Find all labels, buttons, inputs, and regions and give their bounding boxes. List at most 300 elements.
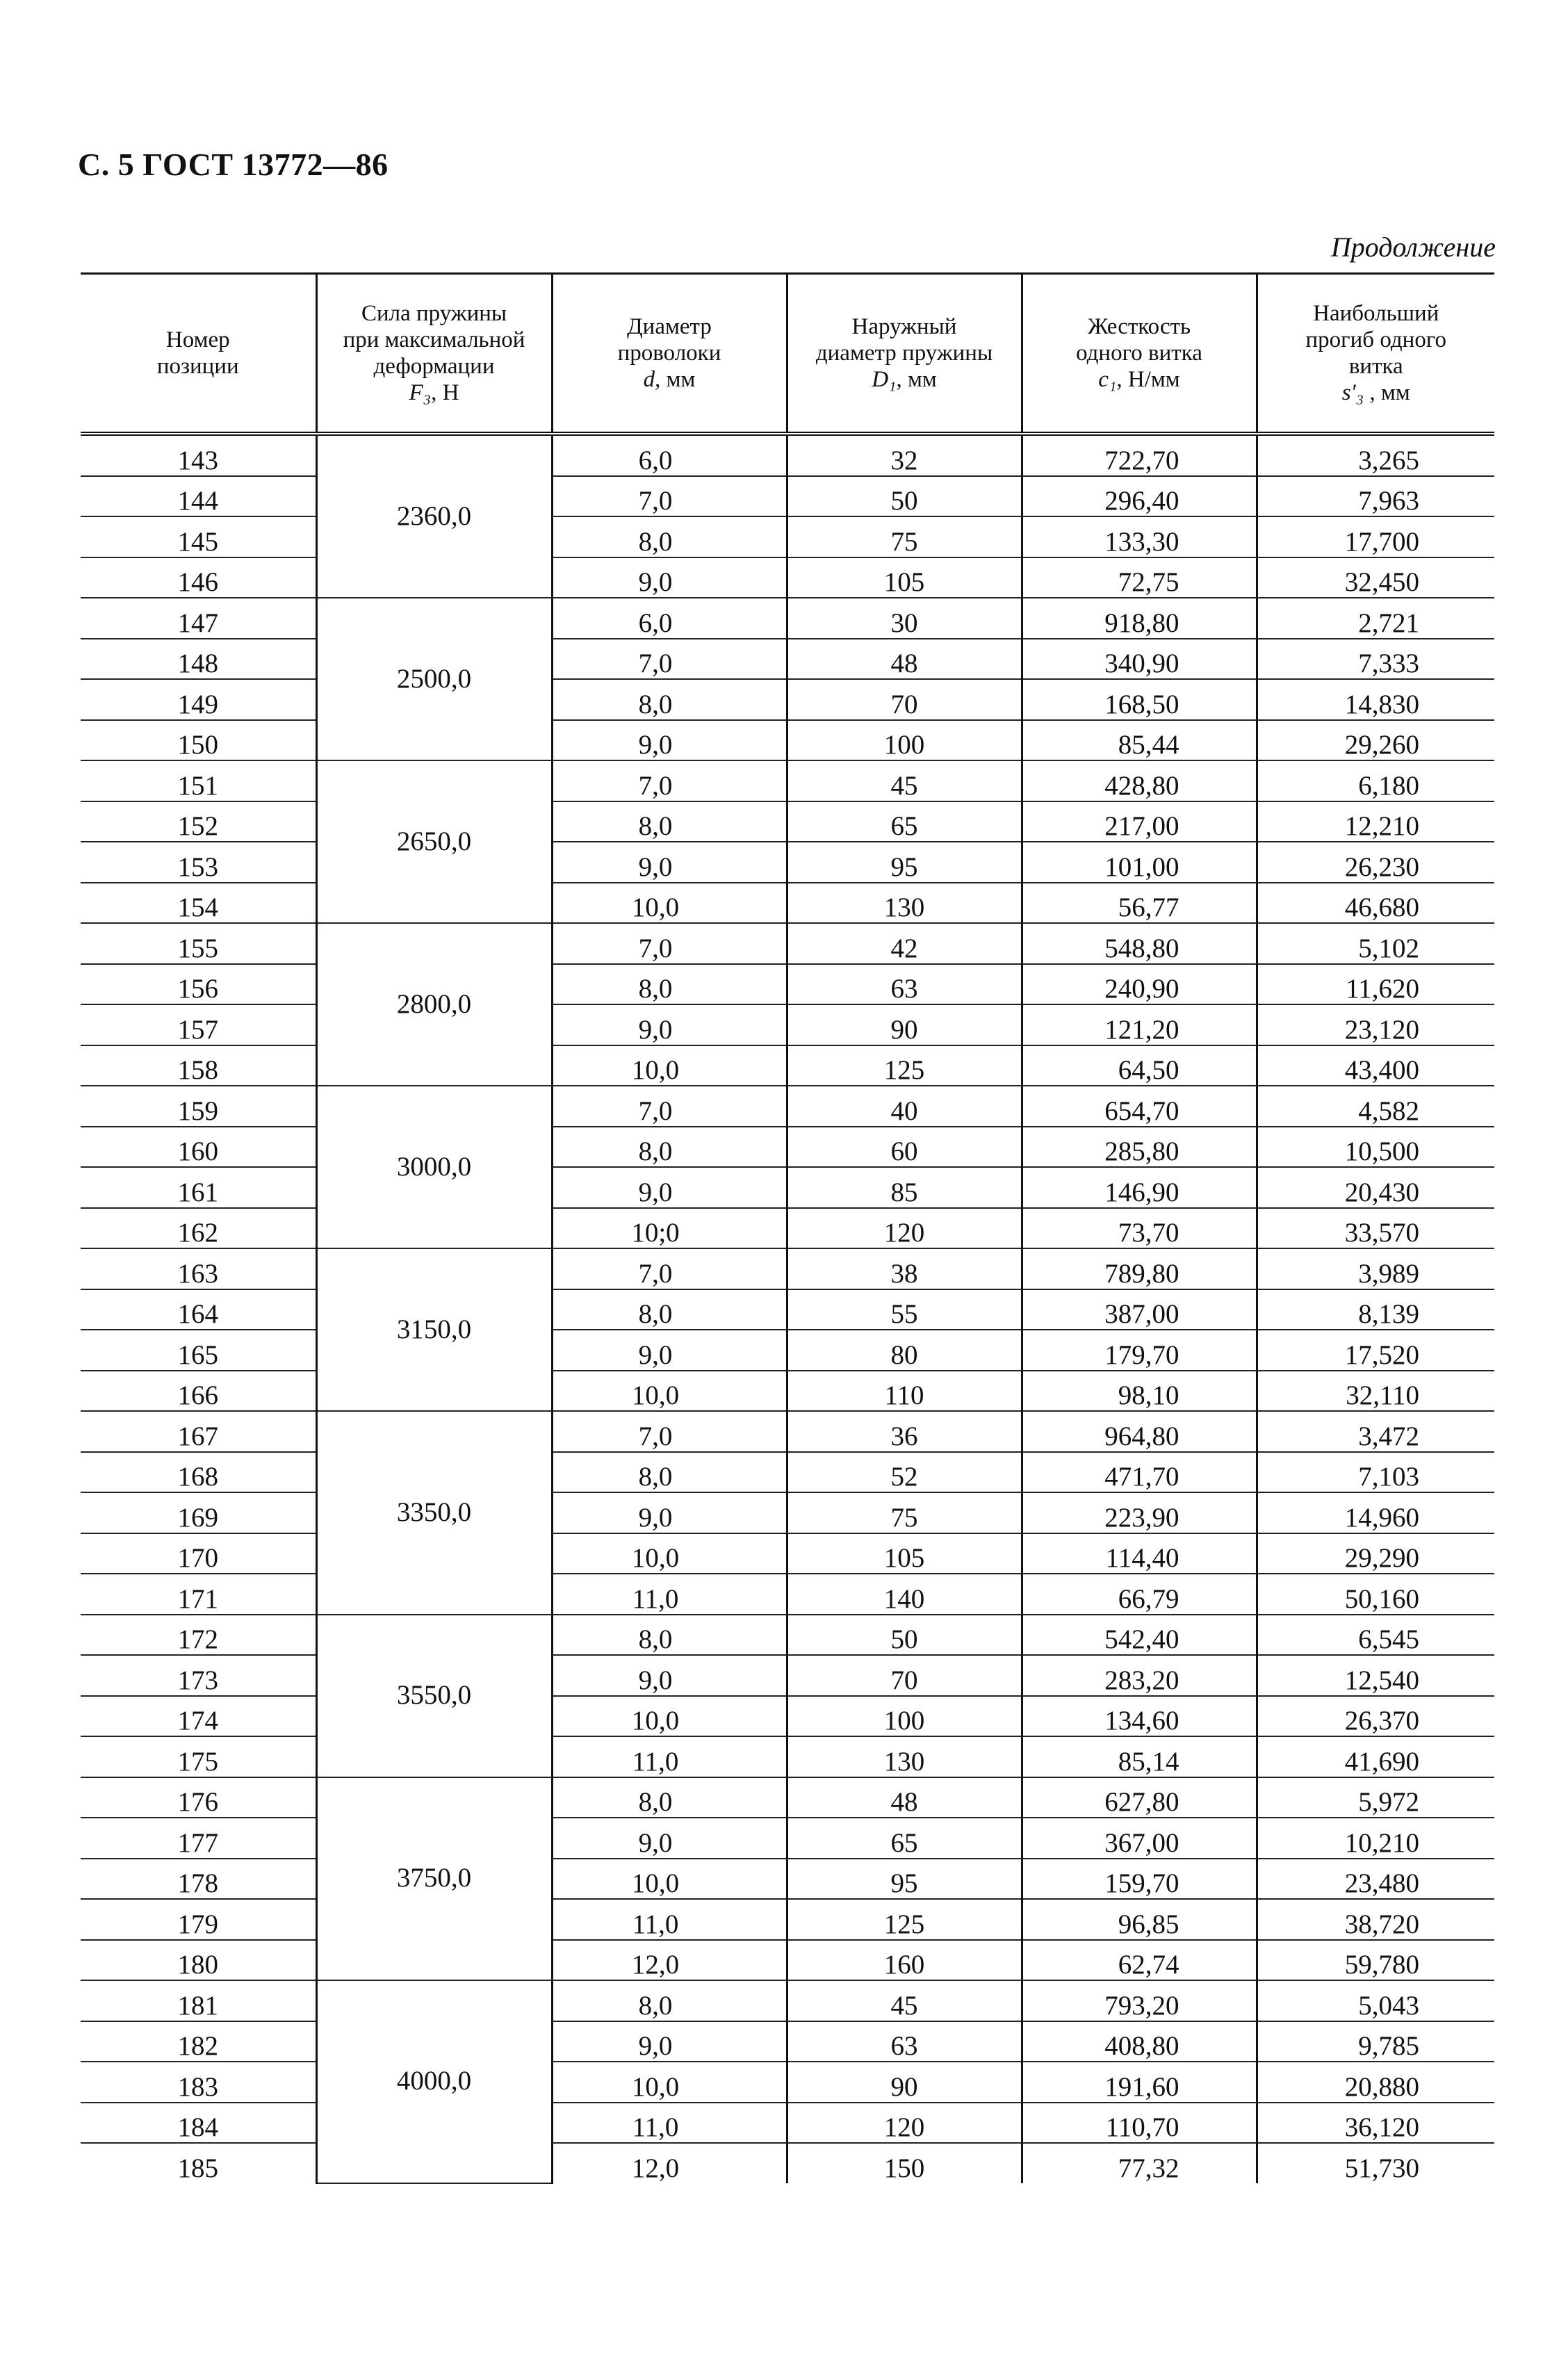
- coil-deflection-cell: 4,582: [1257, 1086, 1494, 1127]
- outer-diameter-cell: 110: [787, 1371, 1022, 1412]
- coil-deflection-cell: 9,785: [1257, 2021, 1494, 2062]
- outer-diameter-cell: 52: [787, 1452, 1022, 1493]
- outer-diameter-cell: 90: [787, 2062, 1022, 2103]
- header-symbol: c₁: [1098, 367, 1117, 392]
- position-number-cell: 146: [81, 557, 316, 598]
- coil-stiffness-cell: 285,80: [1022, 1127, 1257, 1168]
- coil-stiffness-cell: 964,80: [1022, 1411, 1257, 1452]
- coil-deflection-cell: 5,972: [1257, 1777, 1494, 1818]
- header-line: Наибольший: [1313, 301, 1439, 326]
- table-row: [81, 1818, 1494, 1859]
- outer-diameter-cell: 55: [787, 1289, 1022, 1330]
- outer-diameter-cell: 63: [787, 2021, 1022, 2062]
- coil-stiffness-cell: 96,85: [1022, 1899, 1257, 1940]
- header-unit: , Н/мм: [1116, 367, 1180, 392]
- wire-diameter-cell: 10;0: [552, 1208, 787, 1249]
- outer-diameter-cell: 32: [787, 434, 1022, 476]
- wire-diameter-cell: 6,0: [552, 434, 787, 476]
- wire-diameter-cell: 10,0: [552, 1045, 787, 1086]
- continuation-label: Продолжение: [1330, 231, 1496, 263]
- header-line: Наружный: [851, 314, 957, 339]
- coil-deflection-cell: 3,472: [1257, 1411, 1494, 1452]
- wire-diameter-cell: 9,0: [552, 1004, 787, 1045]
- outer-diameter-cell: 30: [787, 598, 1022, 639]
- table-row: [81, 1492, 1494, 1533]
- spring-force-cell: 4000,0: [316, 1980, 552, 2183]
- wire-diameter-cell: 9,0: [552, 1167, 787, 1208]
- table-row: [81, 801, 1494, 842]
- header-line: Сила пружины: [361, 301, 507, 326]
- position-number-cell: 149: [81, 679, 316, 720]
- coil-stiffness-cell: 77,32: [1022, 2143, 1257, 2183]
- wire-diameter-cell: 7,0: [552, 1086, 787, 1127]
- table-row: [81, 2062, 1494, 2103]
- outer-diameter-cell: 63: [787, 964, 1022, 1005]
- position-number-cell: 144: [81, 476, 316, 517]
- position-number-cell: 155: [81, 923, 316, 964]
- outer-diameter-cell: 105: [787, 1533, 1022, 1574]
- coil-deflection-cell: 10,210: [1257, 1818, 1494, 1859]
- header-line: проволоки: [617, 341, 721, 366]
- wire-diameter-cell: 8,0: [552, 1980, 787, 2021]
- position-number-cell: 179: [81, 1899, 316, 1940]
- wire-diameter-cell: 8,0: [552, 1452, 787, 1493]
- outer-diameter-cell: 70: [787, 679, 1022, 720]
- table-row: [81, 1127, 1494, 1168]
- wire-diameter-cell: 7,0: [552, 1248, 787, 1289]
- table-row: [81, 760, 1494, 801]
- coil-stiffness-cell: 98,10: [1022, 1371, 1257, 1412]
- coil-stiffness-cell: 654,70: [1022, 1086, 1257, 1127]
- coil-stiffness-cell: 548,80: [1022, 923, 1257, 964]
- outer-diameter-cell: 42: [787, 923, 1022, 964]
- wire-diameter-cell: 8,0: [552, 1289, 787, 1330]
- coil-deflection-cell: 5,102: [1257, 923, 1494, 964]
- table-row: [81, 1615, 1494, 1656]
- table-row: [81, 1411, 1494, 1452]
- table-row: [81, 923, 1494, 964]
- position-number-cell: 152: [81, 801, 316, 842]
- outer-diameter-cell: 125: [787, 1045, 1022, 1086]
- position-number-cell: 151: [81, 760, 316, 801]
- position-number-cell: 183: [81, 2062, 316, 2103]
- position-number-cell: 178: [81, 1859, 316, 1900]
- coil-deflection-cell: 3,265: [1257, 434, 1494, 476]
- coil-stiffness-cell: 627,80: [1022, 1777, 1257, 1818]
- coil-deflection-cell: 2,721: [1257, 598, 1494, 639]
- position-number-cell: 161: [81, 1167, 316, 1208]
- coil-deflection-cell: 43,400: [1257, 1045, 1494, 1086]
- table-row: [81, 1248, 1494, 1289]
- header-line: Жесткость: [1087, 314, 1191, 339]
- outer-diameter-cell: 36: [787, 1411, 1022, 1452]
- position-number-cell: 172: [81, 1615, 316, 1656]
- position-number-cell: 180: [81, 1940, 316, 1981]
- coil-stiffness-cell: 62,74: [1022, 1940, 1257, 1981]
- header-unit: , мм: [896, 367, 937, 392]
- coil-deflection-cell: 12,210: [1257, 801, 1494, 842]
- position-number-cell: 166: [81, 1371, 316, 1412]
- wire-diameter-cell: 8,0: [552, 516, 787, 557]
- position-number-cell: 181: [81, 1980, 316, 2021]
- coil-deflection-cell: 32,110: [1257, 1371, 1494, 1412]
- coil-deflection-cell: 23,480: [1257, 1859, 1494, 1900]
- position-number-cell: 165: [81, 1330, 316, 1371]
- table-row: [81, 842, 1494, 883]
- position-number-cell: 153: [81, 842, 316, 883]
- spring-force-cell: 2650,0: [316, 760, 552, 923]
- wire-diameter-cell: 7,0: [552, 1411, 787, 1452]
- coil-deflection-cell: 38,720: [1257, 1899, 1494, 1940]
- wire-diameter-cell: 8,0: [552, 1615, 787, 1656]
- header-coil-deflection: [1257, 274, 1494, 434]
- coil-deflection-cell: 6,545: [1257, 1615, 1494, 1656]
- coil-stiffness-cell: 428,80: [1022, 760, 1257, 801]
- outer-diameter-cell: 125: [787, 1899, 1022, 1940]
- coil-deflection-cell: 10,500: [1257, 1127, 1494, 1168]
- coil-stiffness-cell: 789,80: [1022, 1248, 1257, 1289]
- coil-stiffness-cell: 240,90: [1022, 964, 1257, 1005]
- coil-stiffness-cell: 56,77: [1022, 883, 1257, 924]
- spring-force-cell: 3550,0: [316, 1615, 552, 1777]
- table-row: [81, 1167, 1494, 1208]
- coil-deflection-cell: 26,230: [1257, 842, 1494, 883]
- header-line: витка: [1348, 354, 1403, 379]
- coil-deflection-cell: 17,700: [1257, 516, 1494, 557]
- spring-force-cell: 3150,0: [316, 1248, 552, 1411]
- position-number-cell: 167: [81, 1411, 316, 1452]
- wire-diameter-cell: 10,0: [552, 1859, 787, 1900]
- header-unit: , мм: [1364, 380, 1410, 405]
- outer-diameter-cell: 100: [787, 1696, 1022, 1737]
- coil-deflection-cell: 11,620: [1257, 964, 1494, 1005]
- wire-diameter-cell: 12,0: [631, 2153, 680, 2183]
- table-row: [81, 1208, 1494, 1249]
- header-symbol: D₁: [872, 367, 897, 392]
- table-header-row: [81, 274, 1494, 434]
- coil-deflection-cell: 12,540: [1257, 1655, 1494, 1696]
- outer-diameter-cell: 90: [787, 1004, 1022, 1045]
- wire-diameter-cell: 10,0: [552, 2062, 787, 2103]
- wire-diameter-cell: 9,0: [552, 1818, 787, 1859]
- wire-diameter-cell: 7,0: [552, 760, 787, 801]
- position-number-cell: 147: [81, 598, 316, 639]
- wire-diameter-cell: 11,0: [552, 1736, 787, 1777]
- coil-stiffness-cell: 85,14: [1022, 1736, 1257, 1777]
- outer-diameter-cell: 100: [787, 720, 1022, 761]
- coil-deflection-cell: 29,260: [1257, 720, 1494, 761]
- outer-diameter-cell: 45: [787, 1980, 1022, 2021]
- wire-diameter-cell: 6,0: [552, 598, 787, 639]
- outer-diameter-cell: 120: [787, 1208, 1022, 1249]
- table-row: [81, 2103, 1494, 2144]
- position-number-cell: 177: [81, 1818, 316, 1859]
- outer-diameter-cell: 130: [787, 1736, 1022, 1777]
- wire-diameter-cell: 8,0: [552, 1127, 787, 1168]
- coil-stiffness-cell: 191,60: [1022, 2062, 1257, 2103]
- wire-diameter-cell: 11,0: [552, 2103, 787, 2144]
- wire-diameter-cell: 11,0: [552, 1574, 787, 1615]
- coil-stiffness-cell: 408,80: [1022, 2021, 1257, 2062]
- outer-diameter-cell: 160: [787, 1940, 1022, 1981]
- outer-diameter-cell: 95: [787, 842, 1022, 883]
- position-number-cell: 160: [81, 1127, 316, 1168]
- coil-stiffness-cell: 114,40: [1022, 1533, 1257, 1574]
- page-header: С. 5 ГОСТ 13772—86: [78, 147, 389, 182]
- coil-stiffness-cell: 223,90: [1022, 1492, 1257, 1533]
- table-row: [81, 1574, 1494, 1615]
- outer-diameter-cell: 40: [787, 1086, 1022, 1127]
- table-row: [81, 1777, 1494, 1818]
- coil-deflection-cell: 29,290: [1257, 1533, 1494, 1574]
- spring-force-cell: 2800,0: [316, 923, 552, 1086]
- coil-deflection-cell: 26,370: [1257, 1696, 1494, 1737]
- coil-stiffness-cell: 918,80: [1022, 598, 1257, 639]
- header-coil-stiffness: [1022, 274, 1257, 434]
- wire-diameter-cell: 9,0: [552, 1492, 787, 1533]
- outer-diameter-cell: 75: [787, 1492, 1022, 1533]
- header-unit: , мм: [655, 367, 696, 392]
- coil-deflection-cell: 3,989: [1257, 1248, 1494, 1289]
- coil-stiffness-cell: 722,70: [1022, 434, 1257, 476]
- coil-stiffness-cell: 168,50: [1022, 679, 1257, 720]
- header-line: одного витка: [1076, 341, 1202, 366]
- wire-diameter-cell: 9,0: [552, 2021, 787, 2062]
- position-number-cell: 156: [81, 964, 316, 1005]
- coil-stiffness-cell: 471,70: [1022, 1452, 1257, 1493]
- position-number-cell: 159: [81, 1086, 316, 1127]
- position-number-cell: 174: [81, 1696, 316, 1737]
- position-number-cell: 171: [81, 1574, 316, 1615]
- spring-force-cell: 2360,0: [316, 434, 552, 598]
- coil-stiffness-cell: 134,60: [1022, 1696, 1257, 1737]
- coil-stiffness-cell: 146,90: [1022, 1167, 1257, 1208]
- outer-diameter-cell: 65: [787, 1818, 1022, 1859]
- table-row: [81, 516, 1494, 557]
- coil-deflection-cell: 51,730: [1257, 2143, 1494, 2183]
- header-symbol: d: [643, 367, 655, 392]
- coil-stiffness-cell: 793,20: [1022, 1980, 1257, 2021]
- coil-stiffness-cell: 85,44: [1022, 720, 1257, 761]
- coil-stiffness-cell: 133,30: [1022, 516, 1257, 557]
- table-row: [81, 883, 1494, 924]
- outer-diameter-cell: 85: [787, 1167, 1022, 1208]
- table-row: [81, 1980, 1494, 2021]
- outer-diameter-cell: 60: [787, 1127, 1022, 1168]
- position-number-cell: 154: [81, 883, 316, 924]
- coil-stiffness-cell: 121,20: [1022, 1004, 1257, 1045]
- table-row: [81, 964, 1494, 1005]
- table-row: [81, 1655, 1494, 1696]
- table-row: [81, 557, 1494, 598]
- wire-diameter-cell: 8,0: [552, 1777, 787, 1818]
- spring-force-cell: 3000,0: [316, 1086, 552, 1248]
- outer-diameter-cell: 65: [787, 801, 1022, 842]
- coil-deflection-cell: 46,680: [1257, 883, 1494, 924]
- wire-diameter-cell: 10,0: [552, 1696, 787, 1737]
- wire-diameter-cell: 7,0: [552, 923, 787, 964]
- spring-parameters-table: [81, 272, 1494, 2184]
- table-row: [81, 2021, 1494, 2062]
- position-number-cell: 182: [81, 2021, 316, 2062]
- table-row: [81, 1452, 1494, 1493]
- position-number-cell: 173: [81, 1655, 316, 1696]
- coil-deflection-cell: 32,450: [1257, 557, 1494, 598]
- table-row: [81, 1859, 1494, 1900]
- wire-diameter-cell: 8,0: [552, 964, 787, 1005]
- position-number-cell: 164: [81, 1289, 316, 1330]
- table-row: [81, 1330, 1494, 1371]
- outer-diameter-cell: 130: [787, 883, 1022, 924]
- coil-deflection-cell: 33,570: [1257, 1208, 1494, 1249]
- coil-deflection-cell: 20,430: [1257, 1167, 1494, 1208]
- position-number-cell: 162: [81, 1208, 316, 1249]
- coil-deflection-cell: 50,160: [1257, 1574, 1494, 1615]
- wire-diameter-cell: 11,0: [552, 1899, 787, 1940]
- table-row: [81, 1533, 1494, 1574]
- coil-stiffness-cell: 159,70: [1022, 1859, 1257, 1900]
- header-wire-diameter: [552, 274, 787, 434]
- table-row: [81, 476, 1494, 517]
- coil-deflection-cell: 23,120: [1257, 1004, 1494, 1045]
- coil-stiffness-cell: 73,70: [1022, 1208, 1257, 1249]
- coil-stiffness-cell: 367,00: [1022, 1818, 1257, 1859]
- header-spring-force: [316, 274, 552, 434]
- position-number-cell: 158: [81, 1045, 316, 1086]
- table-row: [81, 598, 1494, 639]
- coil-deflection-cell: 7,333: [1257, 639, 1494, 680]
- table-row: [81, 1289, 1494, 1330]
- position-number-cell: 148: [81, 639, 316, 680]
- header-line: прогиб одного: [1305, 327, 1447, 352]
- coil-deflection-cell: 17,520: [1257, 1330, 1494, 1371]
- outer-diameter-cell: 45: [787, 760, 1022, 801]
- wire-diameter-cell: 9,0: [552, 1330, 787, 1371]
- coil-stiffness-cell: 179,70: [1022, 1330, 1257, 1371]
- position-number-cell: 163: [81, 1248, 316, 1289]
- position-number-cell: 168: [81, 1452, 316, 1493]
- coil-stiffness-cell: 296,40: [1022, 476, 1257, 517]
- wire-diameter-cell: 9,0: [552, 1655, 787, 1696]
- table-row: [81, 1004, 1494, 1045]
- header-position-number: [81, 274, 316, 434]
- position-number-cell: 175: [81, 1736, 316, 1777]
- coil-stiffness-cell: 66,79: [1022, 1574, 1257, 1615]
- coil-stiffness-cell: 72,75: [1022, 557, 1257, 598]
- header-outer-diameter: [787, 274, 1022, 434]
- position-number-cell: 157: [81, 1004, 316, 1045]
- table-row: [81, 1940, 1494, 1981]
- wire-diameter-cell: 10,0: [552, 883, 787, 924]
- header-line: позиции: [156, 354, 239, 379]
- header-line: диаметр пружины: [815, 341, 993, 366]
- table-row: [81, 720, 1494, 761]
- coil-stiffness-cell: 110,70: [1022, 2103, 1257, 2144]
- coil-deflection-cell: 7,103: [1257, 1452, 1494, 1493]
- coil-deflection-cell: 14,830: [1257, 679, 1494, 720]
- table-row: [81, 1899, 1494, 1940]
- coil-deflection-cell: 14,960: [1257, 1492, 1494, 1533]
- coil-deflection-cell: 59,780: [1257, 1940, 1494, 1981]
- coil-stiffness-cell: 283,20: [1022, 1655, 1257, 1696]
- position-number-cell: 176: [81, 1777, 316, 1818]
- outer-diameter-cell: 48: [787, 639, 1022, 680]
- table-row: [81, 1696, 1494, 1737]
- outer-diameter-cell: 120: [787, 2103, 1022, 2144]
- coil-deflection-cell: 7,963: [1257, 476, 1494, 517]
- coil-stiffness-cell: 217,00: [1022, 801, 1257, 842]
- outer-diameter-cell: 140: [787, 1574, 1022, 1615]
- position-number-cell: 185: [177, 2153, 218, 2183]
- spring-force-cell: 3750,0: [316, 1777, 552, 1981]
- wire-diameter-cell: 10,0: [552, 1533, 787, 1574]
- coil-stiffness-cell: 340,90: [1022, 639, 1257, 680]
- header-line: Диаметр: [627, 314, 712, 339]
- header-symbol: F₃: [409, 380, 432, 405]
- position-number-cell: 150: [81, 720, 316, 761]
- coil-stiffness-cell: 387,00: [1022, 1289, 1257, 1330]
- wire-diameter-cell: 9,0: [552, 842, 787, 883]
- outer-diameter-cell: 48: [787, 1777, 1022, 1818]
- wire-diameter-cell: 7,0: [552, 639, 787, 680]
- position-number-cell: 143: [81, 434, 316, 476]
- table-row: [81, 639, 1494, 680]
- wire-diameter-cell: 9,0: [552, 720, 787, 761]
- table-row: [81, 1086, 1494, 1127]
- coil-stiffness-cell: 542,40: [1022, 1615, 1257, 1656]
- outer-diameter-cell: 38: [787, 1248, 1022, 1289]
- outer-diameter-cell: 105: [787, 557, 1022, 598]
- position-number-cell: 170: [81, 1533, 316, 1574]
- outer-diameter-cell: 50: [787, 1615, 1022, 1656]
- spring-force-cell: 2500,0: [316, 598, 552, 760]
- wire-diameter-cell: 9,0: [552, 557, 787, 598]
- position-number-cell: 184: [81, 2103, 316, 2144]
- wire-diameter-cell: 10,0: [552, 1371, 787, 1412]
- table-row: [81, 679, 1494, 720]
- header-line: деформации: [373, 354, 495, 379]
- header-unit: , Н: [431, 380, 459, 405]
- outer-diameter-cell: 70: [787, 1655, 1022, 1696]
- coil-stiffness-cell: 64,50: [1022, 1045, 1257, 1086]
- coil-stiffness-cell: 101,00: [1022, 842, 1257, 883]
- table-row: [81, 2143, 1494, 2183]
- table-body: [81, 434, 1494, 2183]
- coil-deflection-cell: 6,180: [1257, 760, 1494, 801]
- table-row: [81, 434, 1494, 476]
- coil-deflection-cell: 8,139: [1257, 1289, 1494, 1330]
- header-symbol: s′₃: [1341, 380, 1364, 405]
- wire-diameter-cell: 12,0: [552, 1940, 787, 1981]
- position-number-cell: 169: [81, 1492, 316, 1533]
- wire-diameter-cell: 8,0: [552, 679, 787, 720]
- coil-deflection-cell: 20,880: [1257, 2062, 1494, 2103]
- outer-diameter-cell: 80: [787, 1330, 1022, 1371]
- table-row: [81, 1736, 1494, 1777]
- header-line: Номер: [165, 327, 230, 352]
- coil-deflection-cell: 36,120: [1257, 2103, 1494, 2144]
- outer-diameter-cell: 95: [787, 1859, 1022, 1900]
- outer-diameter-cell: 50: [787, 476, 1022, 517]
- spring-force-cell: 3350,0: [316, 1411, 552, 1615]
- position-number-cell: 145: [81, 516, 316, 557]
- wire-diameter-cell: 7,0: [552, 476, 787, 517]
- wire-diameter-cell: 8,0: [552, 801, 787, 842]
- outer-diameter-cell: 150: [787, 2143, 1022, 2183]
- header-line: при максимальной: [343, 327, 525, 352]
- table-row: [81, 1371, 1494, 1412]
- coil-deflection-cell: 5,043: [1257, 1980, 1494, 2021]
